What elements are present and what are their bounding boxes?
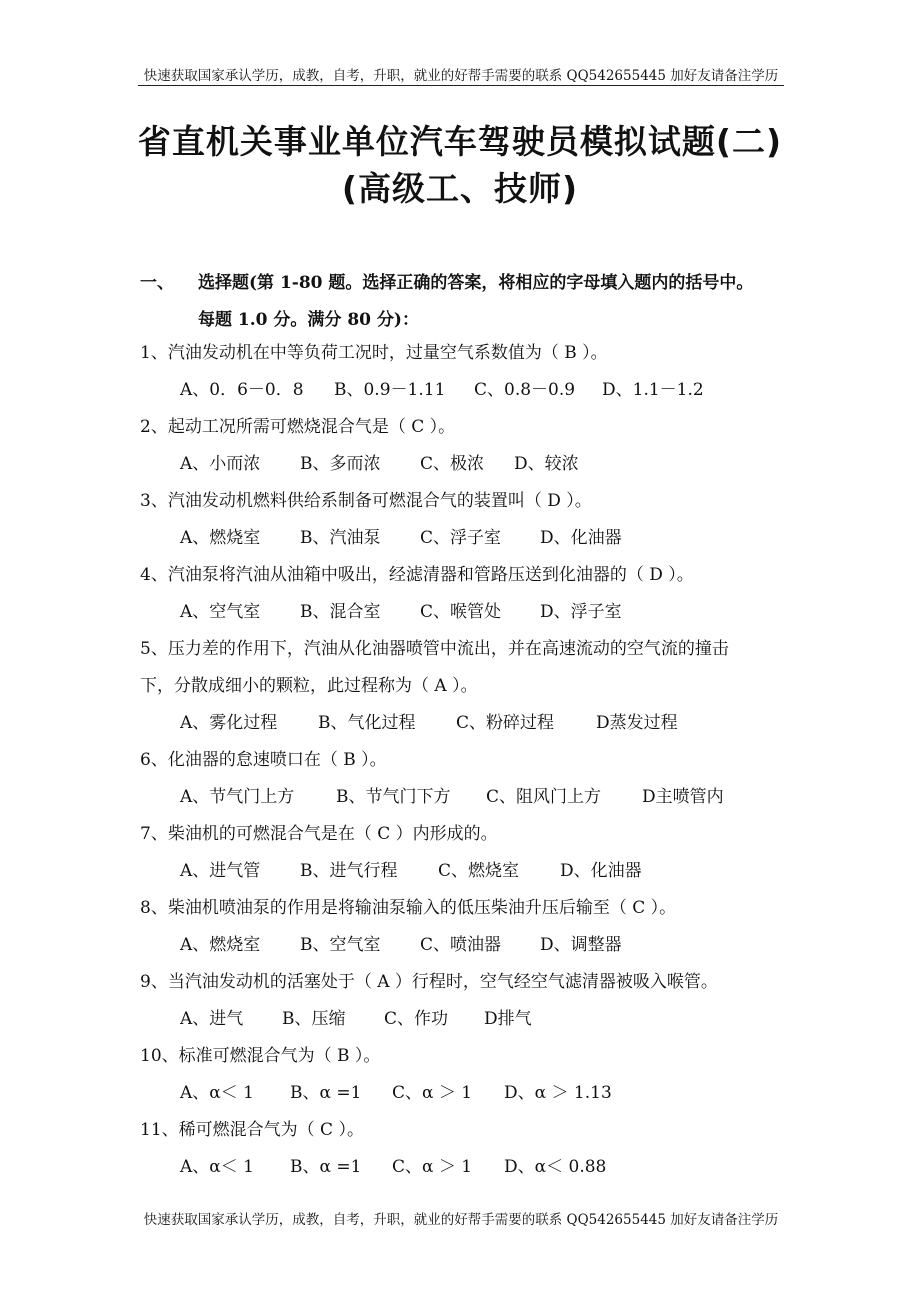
footer-note: 快速获取国家承认学历，成教，自考，升职，就业的好帮手需要的联系 QQ542655445 加好友请备注学历 bbox=[143, 1212, 779, 1228]
option: C、浮子室 bbox=[420, 528, 502, 548]
option: C、喷油器 bbox=[420, 935, 502, 955]
question-options bbox=[180, 1156, 606, 1178]
option: B、0.9－1.11 bbox=[334, 380, 446, 400]
option: B、空气室 bbox=[300, 935, 381, 955]
page-subtitle: (高级工、技师) bbox=[341, 169, 579, 208]
question-options bbox=[180, 453, 579, 475]
option: A、燃烧室 bbox=[180, 528, 261, 548]
option: B、α =1 bbox=[290, 1157, 362, 1177]
option: C、喉管处 bbox=[420, 602, 502, 622]
option: A、小而浓 bbox=[180, 454, 261, 474]
question: 5、压力差的作用下，汽油从化油器喷管中流出，并在高速流动的空气流的撞击 bbox=[140, 639, 729, 659]
question-options bbox=[180, 934, 622, 956]
header-divider bbox=[138, 85, 784, 86]
option: B、α =1 bbox=[290, 1083, 362, 1103]
option: D、α＜ 0.88 bbox=[504, 1157, 607, 1177]
question-options bbox=[180, 860, 642, 882]
option: C、α ＞ 1 bbox=[392, 1157, 473, 1177]
option: C、粉碎过程 bbox=[456, 713, 555, 733]
section-number: 一、 bbox=[140, 273, 174, 293]
question: 9、当汽油发动机的活塞处于（ A ）行程时，空气经空气滤清器被吸入喉管。 bbox=[140, 972, 718, 992]
question: 10、标准可燃混合气为（ B ）。 bbox=[140, 1046, 381, 1066]
question-options bbox=[180, 527, 622, 549]
question: 6、化油器的怠速喷口在（ B ）。 bbox=[140, 750, 387, 770]
question: 4、汽油泵将汽油从油箱中吸出，经滤清器和管路压送到化油器的（ D ）。 bbox=[140, 565, 694, 585]
option: A、0．6－0．8 bbox=[180, 380, 304, 400]
option: B、混合室 bbox=[300, 602, 381, 622]
question: 1、汽油发动机在中等负荷工况时，过量空气系数值为（ B ）。 bbox=[140, 343, 608, 363]
option: B、压缩 bbox=[282, 1009, 346, 1029]
header-note: 快速获取国家承认学历，成教，自考，升职，就业的好帮手需要的联系 QQ542655445 加好友请备注学历 bbox=[143, 68, 779, 84]
option: A、雾化过程 bbox=[180, 713, 278, 733]
option: D、α ＞ 1.13 bbox=[504, 1083, 612, 1103]
option: B、气化过程 bbox=[318, 713, 416, 733]
section-instructions: 选择题(第 1-80 题。选择正确的答案，将相应的字母填入题内的括号中。 bbox=[198, 273, 754, 293]
question: 7、柴油机的可燃混合气是在（ C ）内形成的。 bbox=[140, 824, 498, 844]
option: C、极浓 bbox=[420, 454, 485, 474]
option: B、汽油泵 bbox=[300, 528, 381, 548]
question-options bbox=[180, 1008, 532, 1030]
option: A、空气室 bbox=[180, 602, 261, 622]
question-options bbox=[180, 712, 678, 734]
section-scoring: 每题 1.0 分。满分 80 分)： bbox=[198, 310, 419, 330]
question: 11、稀可燃混合气为（ C ）。 bbox=[140, 1120, 364, 1140]
question: 3、汽油发动机燃料供给系制备可燃混合气的装置叫（ D ）。 bbox=[140, 491, 592, 511]
option: A、α＜ 1 bbox=[180, 1083, 254, 1103]
question-options bbox=[180, 379, 704, 401]
question-continued: 下，分散成细小的颗粒，此过程称为（ A ）。 bbox=[140, 676, 478, 696]
option: D、浮子室 bbox=[540, 602, 622, 622]
option: A、节气门上方 bbox=[180, 787, 295, 807]
question: 2、起动工况所需可燃烧混合气是（ C ）。 bbox=[140, 417, 456, 437]
option: D蒸发过程 bbox=[596, 713, 678, 733]
option: D、调整器 bbox=[540, 935, 622, 955]
option: D、1.1－1.2 bbox=[602, 380, 704, 400]
option: C、阻风门上方 bbox=[486, 787, 602, 807]
option: D、较浓 bbox=[514, 454, 579, 474]
option: D主喷管内 bbox=[642, 787, 724, 807]
option: D、化油器 bbox=[560, 861, 642, 881]
question-options bbox=[180, 1082, 612, 1104]
question-options bbox=[180, 601, 622, 623]
page-title: 省直机关事业单位汽车驾驶员模拟试题(二) bbox=[137, 122, 783, 161]
option: D排气 bbox=[484, 1009, 532, 1029]
option: C、作功 bbox=[384, 1009, 449, 1029]
option: A、燃烧室 bbox=[180, 935, 261, 955]
option: A、进气管 bbox=[180, 861, 261, 881]
option: B、进气行程 bbox=[300, 861, 398, 881]
question-options bbox=[180, 786, 724, 808]
option: B、多而浓 bbox=[300, 454, 381, 474]
question: 8、柴油机喷油泵的作用是将输油泵输入的低压柴油升压后输至（ C ）。 bbox=[140, 898, 677, 918]
option: A、进气 bbox=[180, 1009, 244, 1029]
option: A、α＜ 1 bbox=[180, 1157, 254, 1177]
option: C、0.8－0.9 bbox=[474, 380, 576, 400]
section-heading bbox=[140, 268, 753, 293]
option: C、α ＞ 1 bbox=[392, 1083, 473, 1103]
option: C、燃烧室 bbox=[438, 861, 520, 881]
option: D、化油器 bbox=[540, 528, 622, 548]
option: B、节气门下方 bbox=[336, 787, 451, 807]
